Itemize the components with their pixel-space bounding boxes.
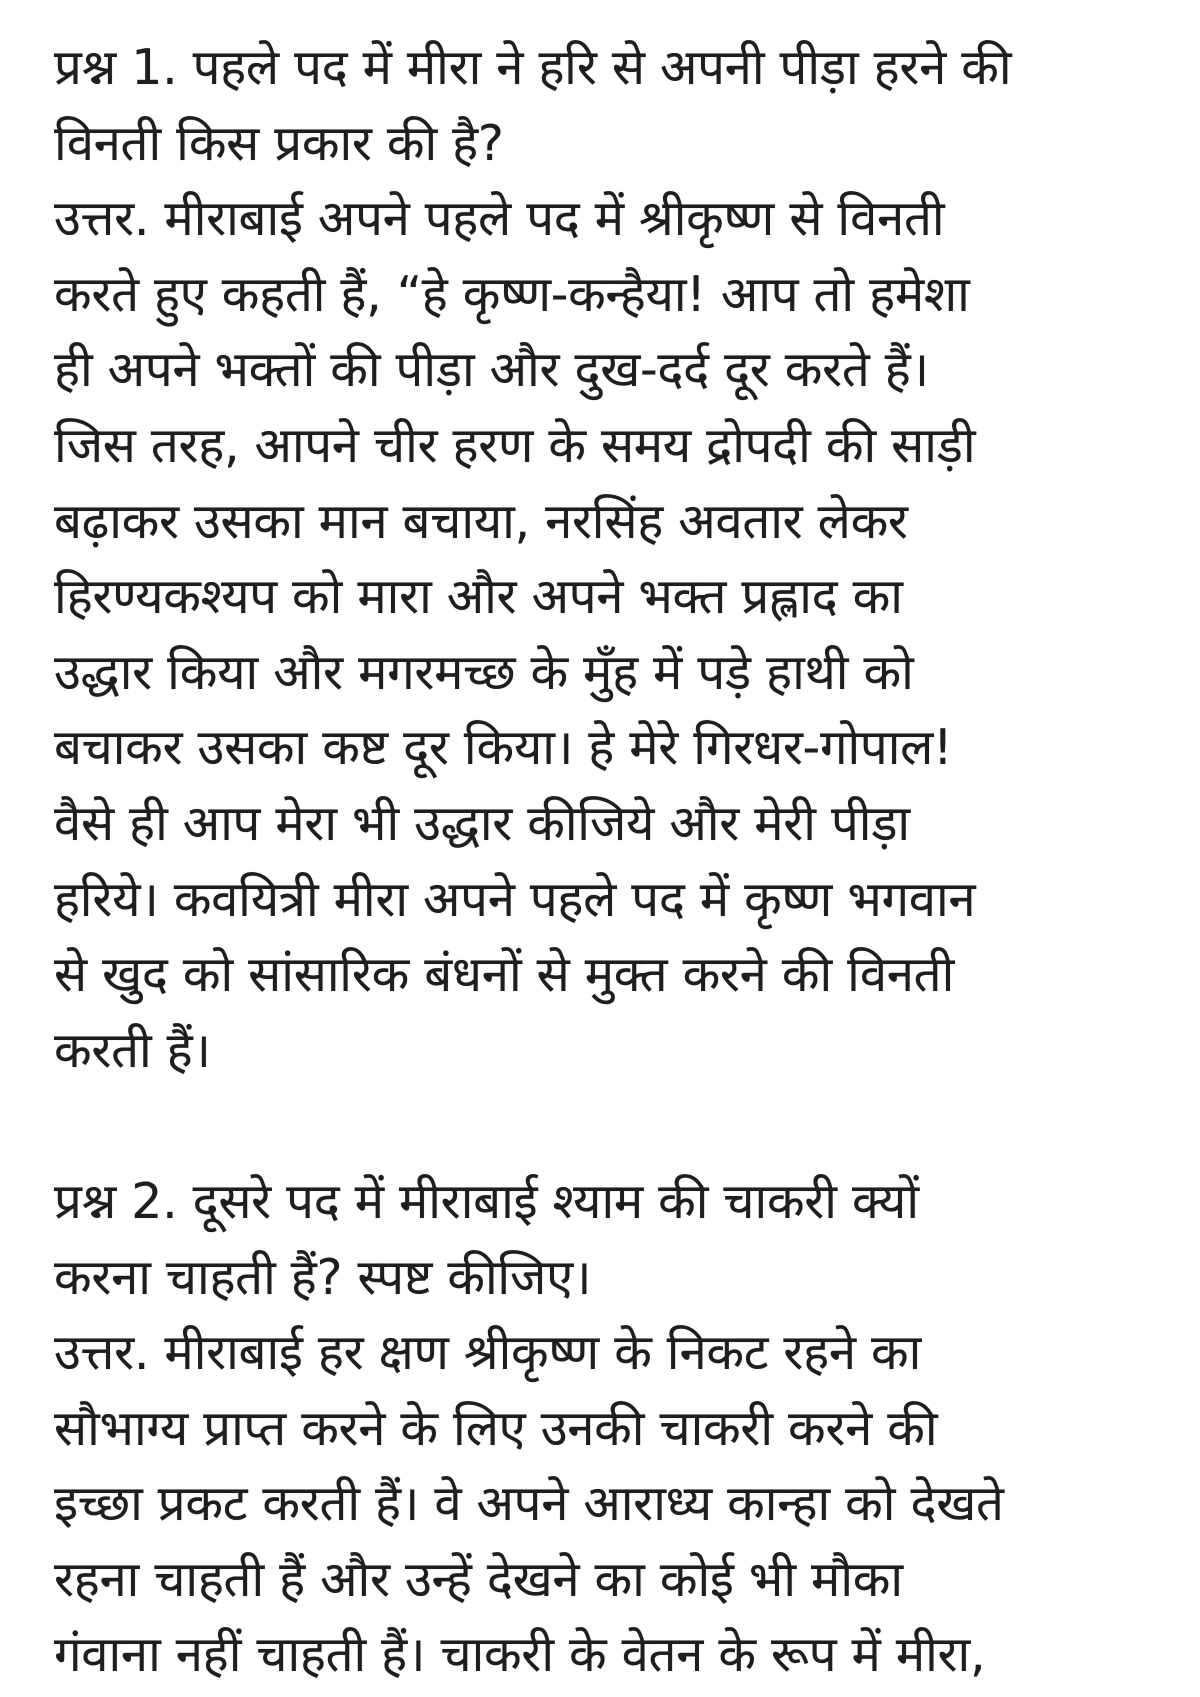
answer-1-line: हिरण्यकश्यप को मारा और अपने भक्त प्रह्लाद का: [54, 568, 903, 626]
question-2-line: करना चाहती हैं? स्पष्ट कीजिए।: [54, 1248, 592, 1306]
answer-1-line: जिस तरह, आपने चीर हरण के समय द्रोपदी की साड़ी: [54, 416, 976, 474]
question-1-line: प्रश्न 1. पहले पद में मीरा ने हरि से अपनी पीड़ा हरने की: [54, 39, 1012, 96]
answer-2-line: गंवाना नहीं चाहती हैं। चाकरी के वेतन के रूप में मीरा,: [54, 1626, 986, 1684]
question-2-line: प्रश्न 2. दूसरे पद में मीराबाई श्याम की चाकरी क्यों: [54, 1172, 919, 1230]
question-1-line: विनती किस प्रकार की है?: [54, 114, 504, 172]
answer-1-line: उद्धार किया और मगरमच्छ के मुँह में पड़े हाथी को: [54, 643, 914, 701]
answer-1-line: करती हैं।: [54, 1021, 211, 1079]
answer-1-line: से खुद को सांसारिक बंधनों से मुक्त करने की विनती: [54, 946, 954, 1004]
answer-2-line: रहना चाहती हैं और उन्हें देखने का कोई भी मौका: [54, 1550, 903, 1608]
answer-1-line: बचाकर उसका कष्ट दूर किया। हे मेरे गिरधर-गोपाल!: [54, 719, 953, 777]
answer-2-line: उत्तर. मीराबाई हर क्षण श्रीकृष्ण के निकट रहने का: [54, 1324, 922, 1382]
answer-1-line: ही अपने भक्तों की पीड़ा और दुख-दर्द दूर करते हैं।: [54, 341, 929, 399]
answer-1-line: वैसे ही आप मेरा भी उद्धार कीजिये और मेरी पीड़ा: [54, 794, 910, 852]
answer-2-line: सौभाग्य प्राप्त करने के लिए उनकी चाकरी करने की: [54, 1399, 938, 1457]
answer-1: [54, 181, 1160, 1088]
answer-2: [54, 1315, 1160, 1693]
answer-1-line: हरिये। कवयित्री मीरा अपने पहले पद में कृष्ण भगवान: [54, 870, 976, 928]
answer-1-line: बढ़ाकर उसका मान बचाया, नरसिंह अवतार लेकर: [54, 492, 908, 550]
section-gap: [54, 1088, 1160, 1164]
answer-2-line: इच्छा प्रकट करती हैं। वे अपने आराध्य कान्हा को देखते: [54, 1475, 1004, 1533]
question-2: [54, 1164, 1160, 1315]
question-1: [54, 30, 1160, 181]
answer-1-line: करते हुए कहती हैं, “हे कृष्ण-कन्हैया! आप तो हमेशा: [54, 265, 970, 323]
answer-1-line: उत्तर. मीराबाई अपने पहले पद में श्रीकृष्ण से विनती: [54, 190, 945, 248]
